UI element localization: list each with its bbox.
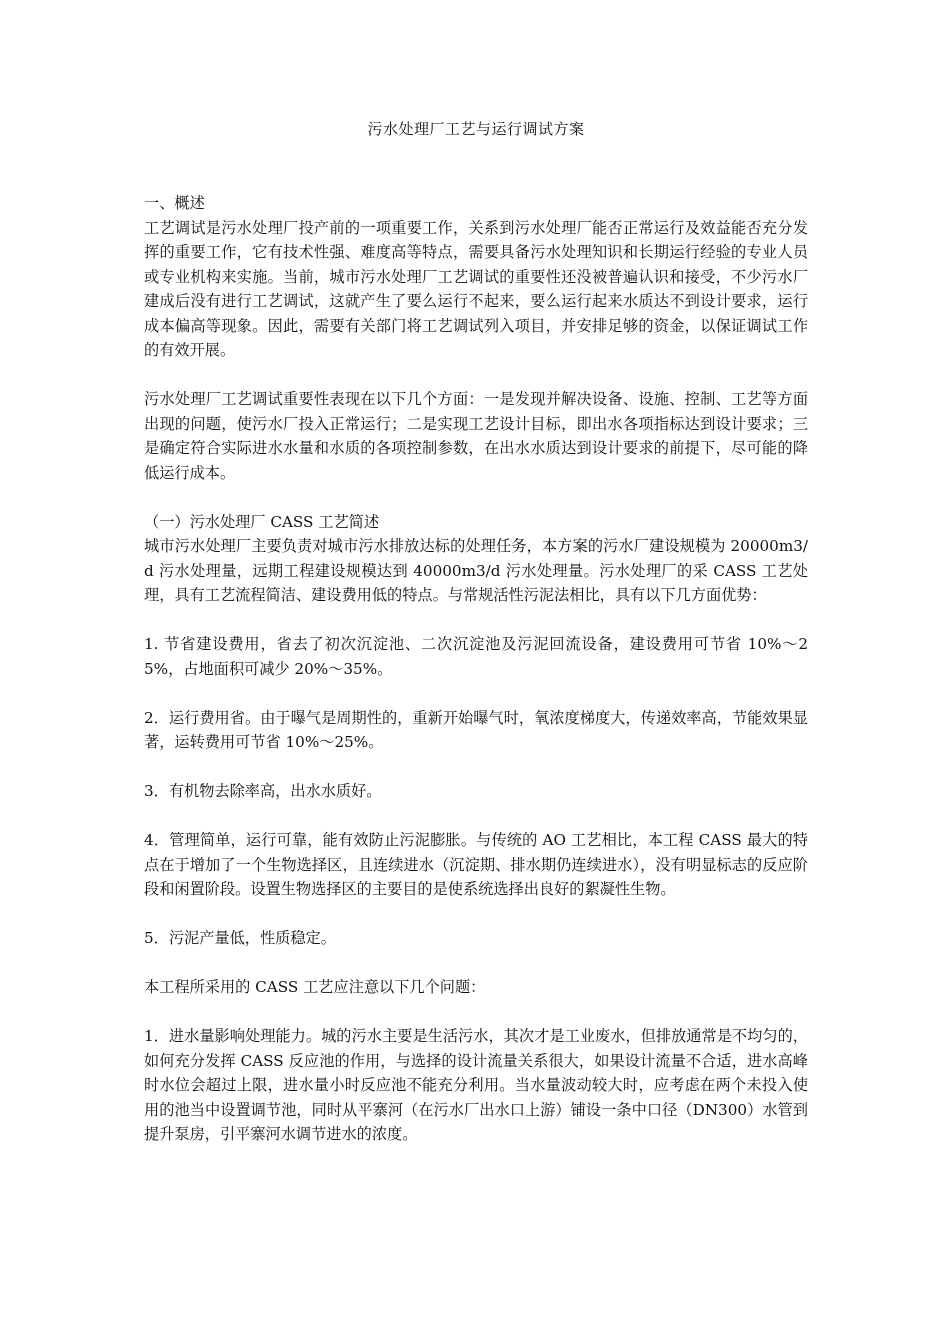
cass-heading: （一）污水处理厂 CASS 工艺简述 [144, 512, 380, 531]
advantage-item-3: 3．有机物去除率高，出水水质好。 [144, 782, 382, 800]
document-title: 污水处理厂工艺与运行调试方案 [367, 120, 585, 138]
advantage-item-4: 4．管理简单，运行可靠，能有效防止污泥膨胀。与传统的 AO 工艺相比，本工程 CASS 最大的特点在于增加了一个生物选择区，且连续进水（沉淀期、排水期仍连续进水），没有明显标志的反应阶段和闲置阶段。设置生物选择区的主要目的是使系统选择出良好的絮凝性生物。 [144, 831, 808, 898]
notes-intro: 本工程所采用的 CASS 工艺应注意以下几个问题： [144, 978, 486, 996]
overview-paragraph: 工艺调试是污水处理厂投产前的一项重要工作，关系到污水处理厂能否正常运行及效益能否充分发挥的重要工作，它有技术性强、难度高等特点，需要具备污水处理知识和长期运行经验的专业人员或专业机构来实施。当前，城市污水处理厂工艺调试的重要性还没被普遍认识和接受，不少污水厂建成后没有进行工艺调试，这就产生了要么运行不起来，要么运行起来水质达不到设计要求，运行成本偏高等现象。因此，需要有关部门将工艺调试列入项目，并安排足够的资金，以保证调试工作的有效开展。 [144, 218, 808, 359]
document-body [144, 191, 808, 1171]
overview-section [144, 191, 808, 363]
overview-heading: 一、概述 [144, 194, 205, 212]
importance-paragraph: 污水处理厂工艺调试重要性表现在以下几个方面：一是发现并解决设备、设施、控制、工艺等方面出现的问题，使污水厂投入正常运行；二是实现工艺设计目标，即出水各项指标达到设计要求；三是确定符合实际进水水量和水质的各项控制参数，在出水水质达到设计要求的前提下，尽可能的降低运行成本。 [144, 390, 808, 482]
advantage-item-5: 5．污泥产量低，性质稳定。 [144, 929, 336, 947]
cass-section [144, 510, 808, 608]
advantage-item-1: 1. 节省建设费用，省去了初次沉淀池、二次沉淀池及污泥回流设备，建设费用可节省 10%～25%，占地面积可减少 20%～35%。 [144, 635, 808, 678]
advantage-item-2: 2．运行费用省。由于曝气是周期性的，重新开始曝气时，氧浓度梯度大，传递效率高，节能效果显著，运转费用可节省 10%～25%。 [144, 708, 808, 751]
cass-paragraph: 城市污水处理厂主要负责对城市污水排放达标的处理任务，本方案的污水厂建设规模为 20000m3/d 污水处理量，远期工程建设规模达到 40000m3/d 污水处理量。污水处理厂的采 CASS 工艺处理，具有工艺流程简洁、建设费用低的特点。与常规活性污泥法相比，具有以下几方面优势： [144, 537, 808, 604]
note-item-1: 1．进水量影响处理能力。城的污水主要是生活污水，其次才是工业废水，但排放通常是不均匀的，如何充分发挥 CASS 反应池的作用，与选择的设计流量关系很大，如果设计流量不合适，进水高峰时水位会超过上限，进水量小时反应池不能充分利用。当水量波动较大时，应考虑在两个未投入使用的池当中设置调节池，同时从平寨河（在污水厂出水口上游）铺设一条中口径（DN300）水管到提升泵房，引平寨河水调节进水的浓度。 [144, 1027, 808, 1143]
